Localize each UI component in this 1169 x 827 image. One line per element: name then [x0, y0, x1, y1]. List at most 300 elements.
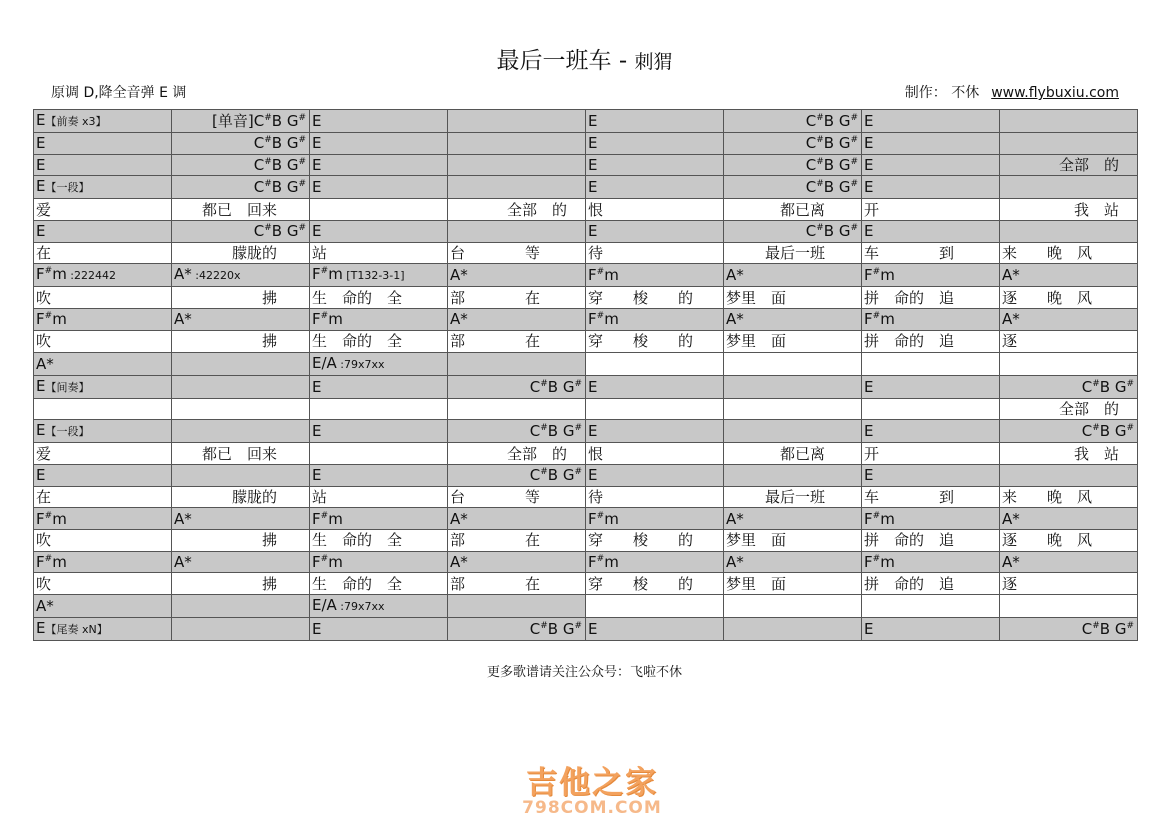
cell-text: A* — [450, 310, 468, 329]
chord-row — [34, 133, 1138, 155]
cell-text: 恨 — [588, 200, 604, 219]
chord-cell — [586, 508, 724, 530]
chord-cell — [310, 133, 448, 155]
chord-cell — [862, 551, 1000, 573]
cell-text: C#B G# — [253, 222, 306, 241]
lyric-cell — [1000, 398, 1138, 420]
lyric-cell — [1000, 199, 1138, 221]
cell-text: 朦胧的 — [231, 487, 277, 506]
lyric-cell — [724, 242, 862, 264]
chord-cell — [862, 464, 1000, 486]
cell-text: E — [864, 156, 874, 175]
cell-text: E — [864, 112, 874, 130]
cell-text: 来 晚 风 — [1002, 244, 1093, 263]
cell-text: C#B G# — [805, 156, 858, 175]
chord-cell — [724, 221, 862, 243]
cell-text: 拼 命的 追 — [864, 332, 955, 351]
chord-cell — [448, 618, 586, 641]
lyric-cell — [1000, 529, 1138, 551]
cell-text: 拂 — [261, 332, 277, 351]
chord-cell — [1000, 176, 1138, 199]
lyric-cell — [586, 242, 724, 264]
chord-row — [34, 618, 1138, 641]
lyric-cell — [172, 199, 310, 221]
chord-cell — [724, 551, 862, 573]
cell-text: F#m — [588, 552, 619, 571]
chord-cell — [586, 221, 724, 243]
lyric-cell — [586, 486, 724, 508]
chord-cell — [1000, 110, 1138, 133]
cell-text: 在 — [36, 487, 52, 506]
chord-row — [34, 352, 1138, 375]
cell-text: C#B G# — [1081, 377, 1134, 396]
cell-text: E — [36, 111, 46, 129]
lyric-cell — [448, 529, 586, 551]
lyric-cell — [862, 398, 1000, 420]
chord-sheet-table — [33, 109, 1138, 641]
lyric-cell — [724, 573, 862, 595]
cell-text: 逐 — [1002, 332, 1018, 351]
cell-text: E — [312, 422, 322, 441]
footer-note: 更多歌谱请关注公众号：飞啦不休 — [486, 665, 682, 680]
chord-cell — [34, 420, 172, 443]
cell-text: A* — [726, 266, 744, 285]
chord-cell — [1000, 264, 1138, 287]
lyric-cell — [586, 330, 724, 352]
chord-cell — [172, 110, 310, 133]
cell-text: 拼 命的 追 — [864, 288, 955, 307]
cell-text: F#m — [312, 310, 343, 329]
lyric-cell — [34, 199, 172, 221]
lyric-cell — [310, 573, 448, 595]
cell-text: 开 — [864, 200, 880, 219]
chord-cell — [448, 176, 586, 199]
chord-cell — [34, 221, 172, 243]
cell-text: 穿 梭 的 — [588, 288, 694, 307]
cell-annotation: :42220x — [191, 269, 241, 283]
cell-text: 我 站 — [1073, 200, 1119, 219]
cell-text: E — [36, 222, 46, 241]
chord-cell — [1000, 375, 1138, 398]
cell-text: C#B G# — [529, 377, 582, 396]
chord-cell — [862, 154, 1000, 176]
chord-cell — [862, 176, 1000, 199]
cell-text: E — [588, 134, 598, 153]
chord-cell — [310, 508, 448, 530]
chord-cell — [862, 309, 1000, 331]
cell-text: 在 — [36, 244, 52, 263]
chord-row — [34, 595, 1138, 618]
chord-cell — [862, 221, 1000, 243]
lyric-row — [34, 242, 1138, 264]
chord-cell — [34, 551, 172, 573]
cell-annotation: 【前奏 x3】 — [45, 115, 107, 128]
cell-annotation: [T132-3-1] — [342, 269, 405, 283]
website-link[interactable]: www.flybuxiu.com — [991, 85, 1119, 101]
cell-text: 穿 梭 的 — [588, 574, 694, 593]
lyric-cell — [586, 287, 724, 309]
lyric-cell — [448, 287, 586, 309]
chord-cell — [172, 154, 310, 176]
chord-cell — [1000, 133, 1138, 155]
lyric-cell — [586, 529, 724, 551]
chord-cell — [34, 595, 172, 618]
chord-cell — [34, 309, 172, 331]
chord-cell — [34, 618, 172, 641]
chord-cell — [172, 264, 310, 287]
cell-text: 爱 — [36, 200, 52, 219]
logo-cn: 吉他之家 — [526, 765, 658, 801]
cell-text: A* — [726, 552, 744, 571]
lyric-cell — [586, 573, 724, 595]
cell-text: 站 — [312, 487, 328, 506]
lyric-cell — [34, 287, 172, 309]
cell-text: A* — [1002, 552, 1020, 571]
chord-cell — [310, 352, 448, 375]
chord-cell — [862, 595, 1000, 618]
cell-text: E — [864, 222, 874, 241]
chord-cell — [448, 133, 586, 155]
chord-row — [34, 551, 1138, 573]
chord-cell — [586, 352, 724, 375]
cell-annotation: 【间奏】 — [45, 380, 90, 394]
chord-cell — [724, 508, 862, 530]
cell-text: A* — [726, 310, 744, 329]
cell-text: C#B G# — [805, 178, 858, 197]
chord-row — [34, 309, 1138, 331]
cell-text: 逐 晚 风 — [1002, 288, 1093, 307]
cell-text: A* — [174, 552, 192, 571]
lyric-cell — [724, 529, 862, 551]
lyric-row — [34, 529, 1138, 551]
cell-text: F#m — [36, 509, 67, 528]
chord-cell — [724, 420, 862, 443]
cell-text: A* — [450, 509, 468, 528]
lyric-cell — [862, 287, 1000, 309]
lyric-cell — [310, 199, 448, 221]
cell-text: C#B G# — [805, 222, 858, 241]
chord-row — [34, 154, 1138, 176]
chord-cell — [586, 618, 724, 641]
lyric-cell — [34, 529, 172, 551]
chord-cell — [172, 420, 310, 443]
chord-cell — [1000, 221, 1138, 243]
chord-row — [34, 221, 1138, 243]
cell-text: E — [312, 620, 322, 638]
lyric-cell — [1000, 330, 1138, 352]
cell-text: C#B G# — [529, 422, 582, 441]
cell-text: F#m — [36, 265, 67, 284]
chord-cell — [448, 551, 586, 573]
lyric-cell — [448, 486, 586, 508]
chord-cell — [862, 264, 1000, 287]
lyric-cell — [1000, 242, 1138, 264]
chord-cell — [724, 352, 862, 375]
cell-text: 梦里 面 — [726, 332, 787, 351]
chord-cell — [724, 133, 862, 155]
lyric-cell — [862, 330, 1000, 352]
lyric-cell — [172, 242, 310, 264]
chord-cell — [172, 375, 310, 398]
lyric-cell — [34, 242, 172, 264]
chord-cell — [724, 110, 862, 133]
cell-annotation: :79x7xx — [336, 357, 385, 371]
cell-text: 台 等 — [450, 487, 541, 506]
cell-text: 台 等 — [450, 244, 541, 263]
chord-cell — [448, 154, 586, 176]
chord-cell — [862, 375, 1000, 398]
chord-cell — [724, 154, 862, 176]
chord-cell — [862, 133, 1000, 155]
cell-annotation: :79x7xx — [336, 600, 385, 613]
cell-text: E — [864, 466, 874, 485]
cell-text: 爱 — [36, 444, 52, 463]
chord-cell — [1000, 352, 1138, 375]
title-separator: - — [611, 48, 635, 74]
cell-text: E — [588, 222, 598, 241]
cell-text: A* — [450, 266, 468, 285]
cell-text: 朦胧的 — [231, 244, 277, 263]
lyric-row — [34, 287, 1138, 309]
cell-text: E — [312, 134, 322, 153]
cell-text: 梦里 面 — [726, 531, 787, 550]
lyric-cell — [172, 330, 310, 352]
lyric-cell — [172, 287, 310, 309]
chord-cell — [586, 375, 724, 398]
chord-cell — [448, 221, 586, 243]
lyric-cell — [862, 199, 1000, 221]
chord-cell — [448, 420, 586, 443]
cell-text: 待 — [588, 244, 604, 263]
cell-text: 全部 的 — [506, 444, 567, 463]
cell-text: E — [36, 156, 46, 175]
cell-text: 站 — [312, 244, 328, 263]
chord-cell — [172, 133, 310, 155]
producer-info — [905, 82, 1119, 102]
chord-row — [34, 420, 1138, 443]
cell-text: F#m — [588, 310, 619, 329]
chord-cell — [172, 508, 310, 530]
key-note: 原调 D,降全音弹 E 调 — [51, 85, 187, 101]
lyric-cell — [34, 486, 172, 508]
lyric-cell — [34, 398, 172, 420]
cell-text: 吹 — [36, 531, 52, 550]
cell-text: E — [864, 377, 874, 396]
cell-text: A* — [36, 354, 54, 373]
lyric-row — [34, 330, 1138, 352]
chord-cell — [34, 464, 172, 486]
chord-cell — [586, 110, 724, 133]
song-title — [0, 42, 1169, 75]
chord-cell — [34, 154, 172, 176]
cell-text: F#m — [312, 265, 343, 284]
cell-text: 拂 — [261, 574, 277, 593]
cell-text: E — [588, 112, 598, 130]
cell-text: E — [588, 377, 598, 396]
chord-cell — [586, 595, 724, 618]
chord-cell — [310, 618, 448, 641]
producer-label: 制作： 不休 — [904, 85, 980, 101]
cell-text: E — [588, 466, 598, 485]
cell-text: E — [864, 422, 874, 441]
chord-cell — [586, 551, 724, 573]
cell-text: E — [36, 421, 46, 440]
cell-text: F#m — [36, 310, 67, 329]
cell-text: E — [36, 376, 46, 395]
cell-text: 都已离 — [779, 200, 825, 219]
cell-annotation: 【尾奏 xN】 — [45, 623, 108, 636]
lyric-cell — [1000, 443, 1138, 465]
chord-cell — [724, 264, 862, 287]
cell-text: 穿 梭 的 — [588, 332, 694, 351]
cell-text: 生 命的 全 — [312, 332, 403, 351]
lyric-cell — [1000, 486, 1138, 508]
cell-text: A* — [174, 509, 192, 528]
lyric-cell — [724, 398, 862, 420]
chord-cell — [862, 352, 1000, 375]
cell-text: C#B G# — [1081, 620, 1134, 638]
logo-en: 798COM.COM — [522, 798, 662, 818]
cell-text: A* — [174, 310, 192, 329]
chord-cell — [862, 420, 1000, 443]
chord-cell — [1000, 618, 1138, 641]
lyric-cell — [310, 529, 448, 551]
chord-cell — [172, 464, 310, 486]
cell-annotation: 【一段】 — [45, 425, 90, 439]
cell-text: 拼 命的 追 — [864, 531, 955, 550]
cell-text: 生 命的 全 — [312, 574, 403, 593]
cell-text: E — [312, 112, 322, 130]
cell-text: 拂 — [261, 288, 277, 307]
lyric-cell — [1000, 287, 1138, 309]
cell-text: 吹 — [36, 332, 52, 351]
chord-cell — [448, 375, 586, 398]
lyric-cell — [310, 398, 448, 420]
cell-text: 穿 梭 的 — [588, 531, 694, 550]
chord-row — [34, 176, 1138, 199]
chord-cell — [862, 110, 1000, 133]
cell-text: 全部 的 — [506, 200, 567, 219]
chord-cell — [310, 264, 448, 287]
site-logo — [517, 757, 667, 818]
cell-text: E — [864, 134, 874, 153]
lyric-cell — [586, 398, 724, 420]
chord-cell — [862, 618, 1000, 641]
cell-text: [单音]C#B G# — [212, 112, 306, 130]
lyric-cell — [724, 330, 862, 352]
cell-text: 梦里 面 — [726, 574, 787, 593]
lyric-row — [34, 199, 1138, 221]
lyric-cell — [34, 573, 172, 595]
lyric-row — [34, 486, 1138, 508]
lyric-row — [34, 573, 1138, 595]
cell-text: 部 在 — [450, 332, 541, 351]
lyric-cell — [1000, 573, 1138, 595]
cell-text: C#B G# — [805, 134, 858, 153]
lyric-cell — [172, 486, 310, 508]
cell-text: C#B G# — [253, 156, 306, 175]
chord-cell — [586, 154, 724, 176]
cell-text: E — [36, 466, 46, 485]
lyric-cell — [862, 529, 1000, 551]
chord-cell — [724, 176, 862, 199]
chord-cell — [724, 309, 862, 331]
cell-text: A* — [174, 265, 192, 284]
lyric-cell — [724, 443, 862, 465]
cell-text: A* — [1002, 509, 1020, 528]
cell-text: E/A — [312, 596, 337, 614]
cell-text: 最后一班 — [764, 244, 825, 263]
chord-cell — [34, 264, 172, 287]
lyric-cell — [310, 443, 448, 465]
chord-cell — [310, 551, 448, 573]
cell-text: A* — [36, 597, 54, 615]
lyric-cell — [862, 573, 1000, 595]
cell-text: 我 站 — [1073, 444, 1119, 463]
chord-cell — [1000, 595, 1138, 618]
chord-cell — [586, 133, 724, 155]
cell-text: E — [36, 619, 46, 637]
chord-cell — [448, 595, 586, 618]
chord-cell — [172, 352, 310, 375]
cell-text: 全部 的 — [1058, 156, 1119, 175]
chord-cell — [34, 508, 172, 530]
cell-text: 待 — [588, 487, 604, 506]
cell-text: C#B G# — [1081, 422, 1134, 441]
lyric-cell — [724, 287, 862, 309]
cell-text: 来 晚 风 — [1002, 487, 1093, 506]
cell-text: E — [312, 178, 322, 197]
chord-cell — [448, 264, 586, 287]
chord-cell — [448, 464, 586, 486]
chord-cell — [724, 464, 862, 486]
cell-text: A* — [726, 509, 744, 528]
lyric-row — [34, 443, 1138, 465]
chord-cell — [1000, 154, 1138, 176]
cell-text: C#B G# — [253, 178, 306, 197]
chord-cell — [1000, 508, 1138, 530]
chord-cell — [34, 110, 172, 133]
cell-text: 生 命的 全 — [312, 531, 403, 550]
chord-cell — [1000, 464, 1138, 486]
cell-text: F#m — [312, 509, 343, 528]
chord-cell — [34, 133, 172, 155]
lyric-cell — [724, 199, 862, 221]
cell-text: F#m — [36, 552, 67, 571]
lyric-cell — [448, 242, 586, 264]
cell-text: 车 到 — [864, 487, 955, 506]
cell-text: 吹 — [36, 288, 52, 307]
chord-cell — [172, 618, 310, 641]
chord-cell — [586, 464, 724, 486]
chord-cell — [310, 154, 448, 176]
cell-text: C#B G# — [805, 112, 858, 130]
cell-text: 逐 晚 风 — [1002, 531, 1093, 550]
lyric-cell — [724, 486, 862, 508]
lyric-cell — [172, 573, 310, 595]
cell-annotation: 【一段】 — [45, 181, 90, 195]
lyric-cell — [448, 398, 586, 420]
lyric-cell — [586, 199, 724, 221]
cell-text: 生 命的 全 — [312, 288, 403, 307]
cell-text: F#m — [588, 509, 619, 528]
cell-text: 梦里 面 — [726, 288, 787, 307]
cell-text: E — [312, 466, 322, 485]
cell-text: C#B G# — [529, 466, 582, 485]
chord-row — [34, 464, 1138, 486]
lyric-cell — [310, 287, 448, 309]
chord-cell — [724, 595, 862, 618]
